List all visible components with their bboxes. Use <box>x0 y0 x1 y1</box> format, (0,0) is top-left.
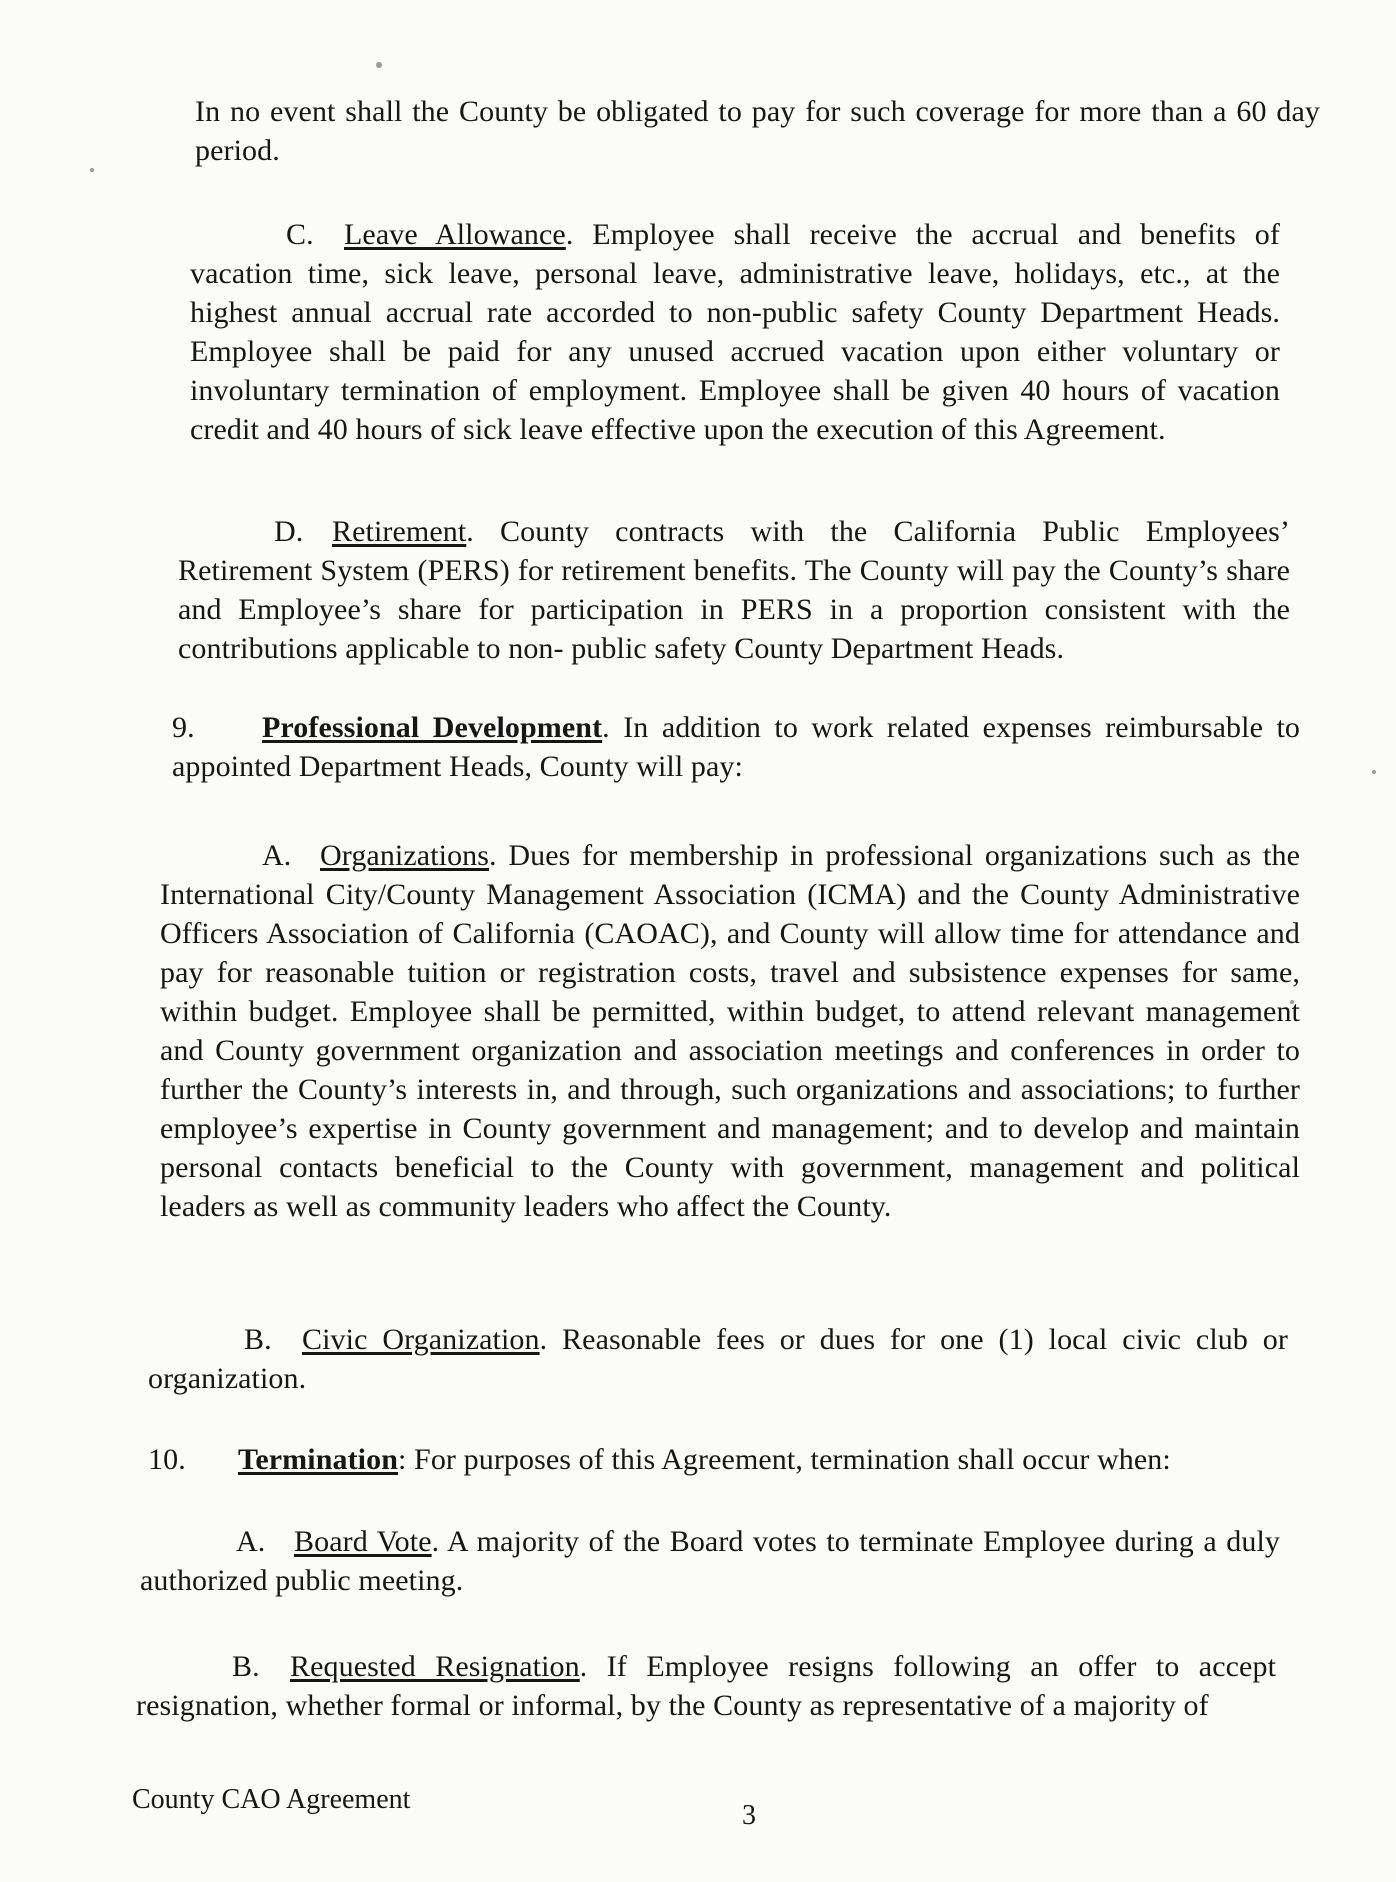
section-10a-marker: A. <box>236 1525 266 1558</box>
section-9b-paragraph <box>148 1320 1288 1398</box>
section-10-heading: Termination <box>238 1443 399 1476</box>
section-9-number: 9. <box>172 711 195 744</box>
footer-title: County CAO Agreement <box>132 1784 411 1815</box>
section-c-heading: Leave Allowance <box>344 218 566 251</box>
scan-speck <box>376 62 382 68</box>
section-9b-heading: Civic Organization <box>302 1323 540 1356</box>
section-9-paragraph <box>172 708 1300 786</box>
section-d-text: . County contracts with the California Public Employees’ Retirement System (PERS) for retirement benefits. The County will pay the County’s share and Employee’s share for participation in PERS in a proportion consistent with the contributions applicable to non- public safety County Department Heads. <box>178 515 1290 665</box>
section-10a-text: . A majority of the Board votes to terminate Employee during a duly authorized public meeting. <box>140 1525 1280 1597</box>
section-9a-heading: Organizations <box>320 839 490 872</box>
section-9b-marker: B. <box>244 1323 272 1356</box>
section-9a-marker: A. <box>262 839 292 872</box>
section-10a-paragraph <box>140 1522 1280 1600</box>
section-d-marker: D. <box>274 515 304 548</box>
section-10-paragraph <box>148 1440 1288 1479</box>
section-10-text: : For purposes of this Agreement, termination shall occur when: <box>398 1443 1171 1476</box>
section-c-marker: C. <box>286 218 314 251</box>
section-9a-paragraph <box>160 836 1300 1226</box>
section-10b-paragraph <box>136 1647 1276 1725</box>
section-10-number: 10. <box>148 1443 186 1476</box>
section-c-paragraph <box>190 215 1280 449</box>
page-number: 3 <box>742 1800 756 1831</box>
section-d-heading: Retirement <box>332 515 467 548</box>
section-d-paragraph <box>178 512 1290 668</box>
section-c-text: . Employee shall receive the accrual and benefits of vacation time, sick leave, personal leave, administrative leave, holidays, etc., at the highest annual accrual rate accorded to non-public safety County Department Heads. Employee shall be paid for any unused accrued vacation upon either voluntary or involuntary termination of employment. Employee shall be given 40 hours of vacation credit and 40 hours of sick leave effective upon the execution of this Agreement. <box>190 218 1280 446</box>
section-10b-marker: B. <box>232 1650 260 1683</box>
scan-speck <box>90 168 94 172</box>
section-10a-heading: Board Vote <box>294 1525 432 1558</box>
section-9-heading: Professional Development <box>262 711 603 744</box>
section-9b-text: . Reasonable fees or dues for one (1) local civic club or organization. <box>148 1323 1288 1395</box>
section-10b-text: . If Employee resigns following an offer to accept resignation, whether formal or informal, by the County as representative of a majority of <box>136 1650 1277 1722</box>
section-9-text: . In addition to work related expenses reimbursable to appointed Department Heads, County will pay: <box>172 711 1300 783</box>
continuation-paragraph <box>195 92 1320 170</box>
section-9a-text: . Dues for membership in professional organizations such as the International City/County Management Association (ICMA) and the County Administrative Officers Association of California (CAOAC), and County will allow time for attendance and pay for reasonable tuition or registration costs, travel and subsistence expenses for same, within budget. Employee shall be permitted, within budget, to attend relevant management and County government organization and association meetings and conferences in order to further the County’s interests in, and through, such organizations and associations; to further employee’s expertise in County government and management; and to develop and maintain personal contacts beneficial to the County with government, management and political leaders as well as community leaders who affect the County. <box>160 839 1300 1223</box>
section-10b-heading: Requested Resignation <box>290 1650 580 1683</box>
scan-speck <box>1372 770 1376 774</box>
continuation-text: In no event shall the County be obligated to pay for such coverage for more than a 60 day period. <box>195 95 1320 167</box>
